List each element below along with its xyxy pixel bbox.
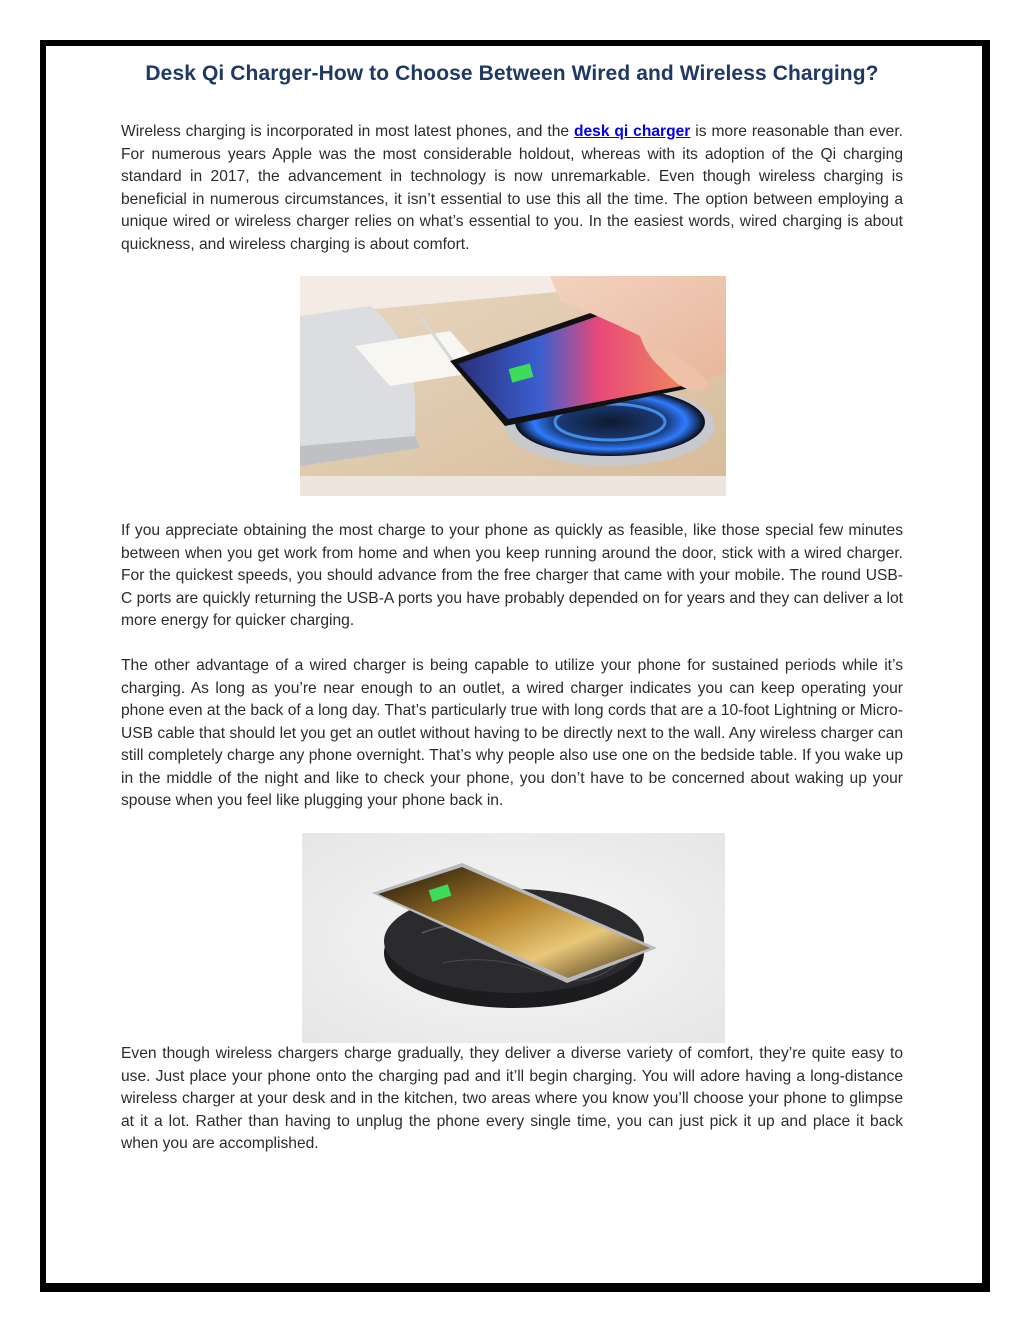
paragraph-intro-text-after: is more reasonable than ever. For numerous years Apple was the most considerable holdout, whereas with its adoption of the Qi charging standard in 2017, the advancement in technology is now unremarkable. Even though wireless charging is beneficial in numerous circumstances, it isn’t essential to use this all the time. The option between employing a unique wired or wireless charger relies on what’s essential to you. In the easiest words, wired charging is about quickness, and wireless charging is about comfort.: [121, 123, 903, 253]
phone-on-marble-charger-photo: [302, 833, 725, 1043]
paragraph-wired-advantage: The other advantage of a wired charger is being capable to utilize your phone for sustained periods while it’s charging. As long as you’re near enough to an outlet, a wired charger indicates you can keep operating your phone even at the back of a long day. That’s particularly true with long cords that are a 10-foot Lightning or Micro-USB cable that should let you get an outlet without having to be directly next to the wall. Any wireless charger can still completely charge any phone overnight. That’s why people also use one on the bedside table. If you wake up in the middle of the night and like to check your phone, you don’t have to be concerned about waking up your spouse when you feel like plugging your phone back in.: [121, 657, 903, 809]
wireless-charger-desk-photo: [300, 276, 726, 496]
desk-qi-charger-link[interactable]: desk qi charger: [573, 123, 691, 140]
paragraph-intro-text-before: Wireless charging is incorporated in most latest phones, and the: [121, 123, 574, 140]
paragraph-wireless-comfort: Even though wireless chargers charge gradually, they deliver a diverse variety of comfort, they’re quite easy to use. Just place your phone onto the charging pad and it’ll begin charging. You will adore having a long-distance wireless charger at your desk and in the kitchen, two areas where you know you’ll choose your phone to glimpse at it a lot. Rather than having to unplug the phone every single time, you can just pick it up and place it back when you are accomplished.: [121, 1045, 903, 1152]
page-title: Desk Qi Charger-How to Choose Between Wired and Wireless Charging?: [145, 62, 879, 85]
paragraph-wired-speed: If you appreciate obtaining the most charge to your phone as quickly as feasible, like those special few minutes between when you get work from home and when you keep running around the door, stick with a wired charger. For the quickest speeds, you should advance from the free charger that came with your mobile. The round USB-C ports are quickly returning the USB-A ports you have probably depended on for years and they can deliver a lot more energy for quicker charging.: [121, 522, 903, 629]
paragraph-intro: [121, 121, 903, 256]
